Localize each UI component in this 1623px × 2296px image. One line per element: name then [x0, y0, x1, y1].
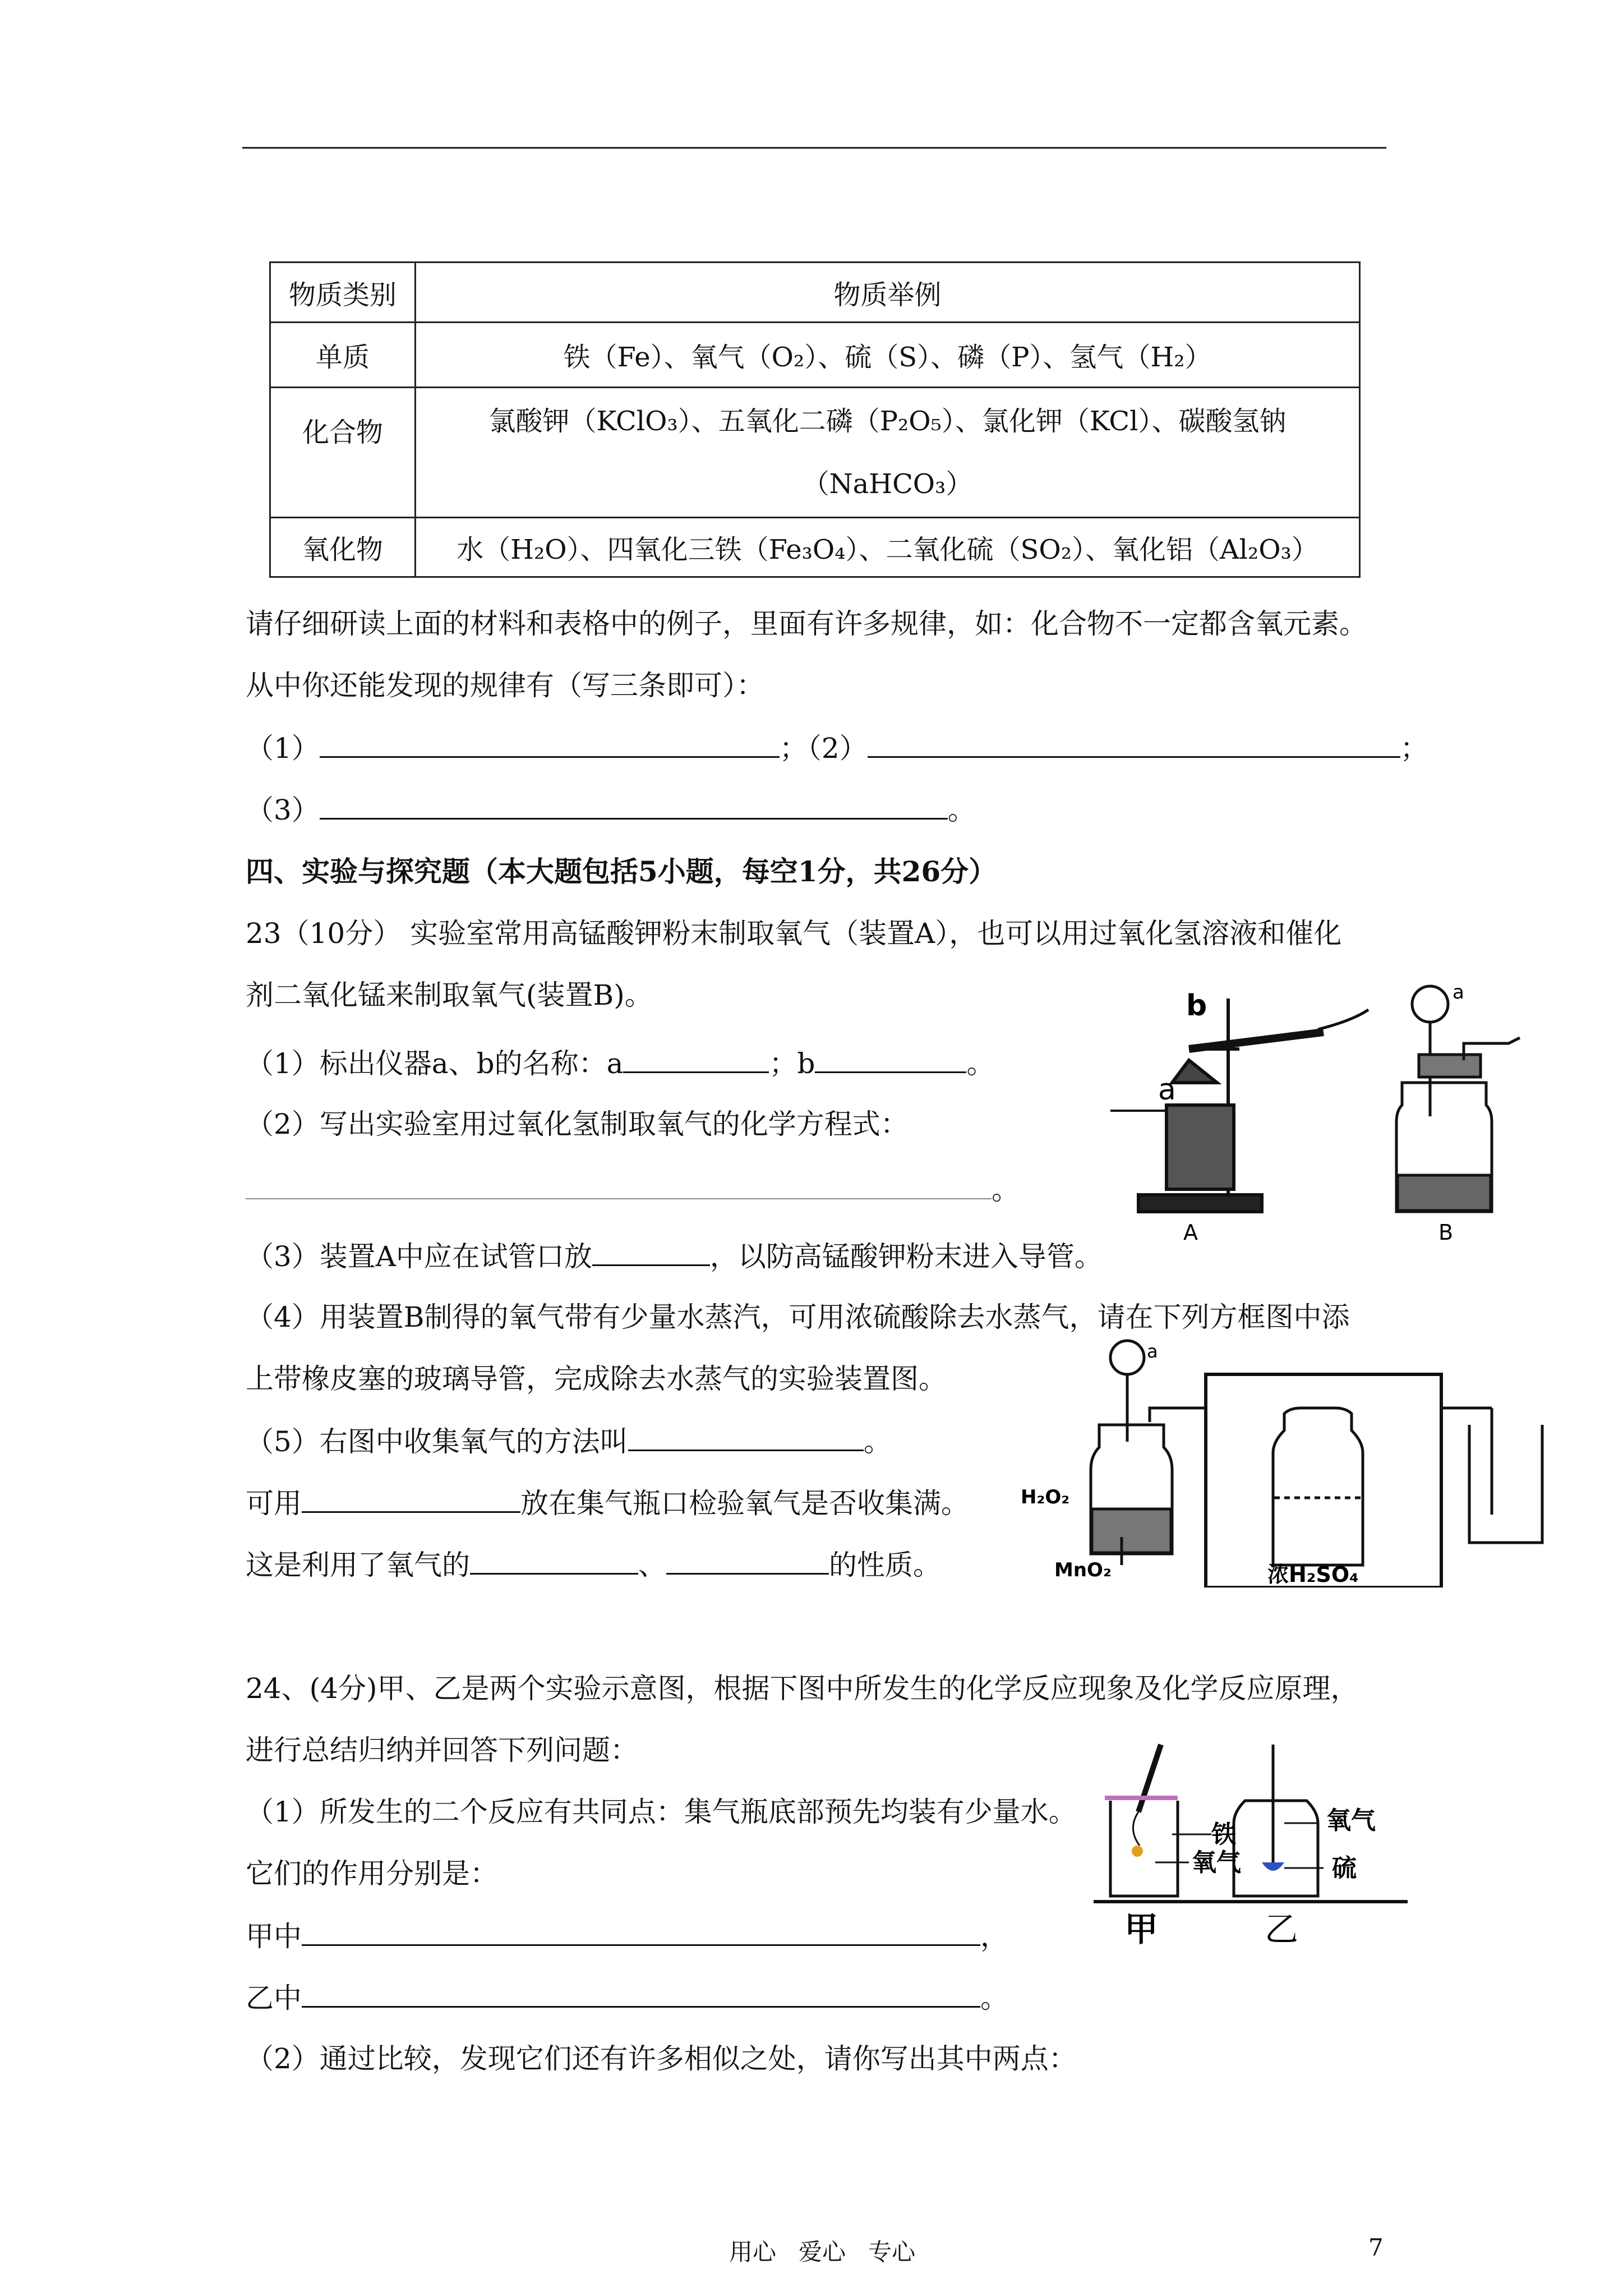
q23-p5: （5）右图中收集氧气的方法叫 。 [246, 1424, 892, 1458]
label-mno2: MnO₂ [1054, 1559, 1112, 1581]
answer-blank-yi[interactable] [302, 1980, 980, 2008]
table-cell-category: 氧化物 [270, 518, 416, 577]
iron-spark-icon [1132, 1846, 1143, 1857]
drying-setup-figure [1021, 1329, 1548, 1588]
table-cell-examples: 铁（Fe）、氧气（O₂）、硫（S）、磷（P）、氢气（H₂） [416, 323, 1360, 388]
fig2-label-a: a [1147, 1341, 1158, 1362]
q23-p4a: （4）用装置B制得的氧气带有少量水蒸汽，可用浓硫酸除去水蒸气，请在下列方框图中添 [246, 1301, 1350, 1333]
table-row [270, 323, 1360, 388]
label-yi: 乙 [1265, 1910, 1298, 1949]
footer-motto: 用心 爱心 专心 [729, 2238, 916, 2266]
label-liu: 硫 [1332, 1854, 1357, 1883]
label-jia: 甲 [1124, 1910, 1158, 1949]
table-header-category: 物质类别 [270, 263, 416, 323]
q22-blank-row2: （3） 。 [246, 792, 976, 827]
table-cell-category: 单质 [270, 323, 416, 388]
label-h2so4: 浓H₂SO₄ [1267, 1562, 1359, 1587]
examples-line1: 氯酸钾（KClO₃）、五氧化二磷（P₂O₅）、氯化钾（KCl）、碳酸氢钠 [488, 405, 1287, 437]
q24-line2: 进行总结归纳并回答下列问题： [246, 1734, 638, 1766]
answer-blank-5-1[interactable] [628, 1424, 864, 1451]
apparatus-b [1396, 986, 1520, 1212]
q24-jia: 甲中 ， [246, 1918, 1008, 1953]
page-number: 7 [1368, 2234, 1384, 2261]
answer-blank-1[interactable] [320, 730, 780, 758]
label-yangqi-jia: 氧气 [1192, 1848, 1241, 1877]
label-yangqi-yi: 氧气 [1326, 1806, 1376, 1835]
q23-p2: （2）写出实验室用过氧化氢制取氧气的化学方程式： [246, 1108, 909, 1140]
table-row [270, 388, 1360, 518]
q24-yi: 乙中 。 [246, 1980, 1008, 2015]
header-rule [242, 147, 1386, 149]
q22-line2: 从中你还能发现的规律有（写三条即可）： [246, 669, 764, 702]
answer-blank-3-1[interactable] [592, 1239, 710, 1266]
q24-p1: （1）所发生的二个反应有共同点：集气瓶底部预先均装有少量水。 [246, 1796, 1077, 1828]
sulfur-flame-icon [1262, 1862, 1284, 1871]
label-a-right: a [1453, 981, 1464, 1004]
q23-line1: 23（10分） 实验室常用高锰酸钾粉末制取氧气（装置A），也可以用过氧化氢溶液和催化 [246, 917, 1342, 950]
table-cell-examples: 水（H₂O）、四氧化三铁（Fe₃O₄）、二氧化硫（SO₂）、氧化铝（Al₂O₃） [416, 518, 1360, 577]
q22-line1: 请仔细研读上面的材料和表格中的例子，里面有许多规律，如：化合物不一定都含氧元素。 [246, 608, 1367, 640]
equation-blank[interactable] [246, 1172, 992, 1199]
caption-a: A [1183, 1220, 1198, 1245]
examples-line2: （NaHCO₃） [802, 468, 973, 500]
q24-line1: 24、(4分)甲、乙是两个实验示意图，根据下图中所发生的化学反应现象及化学反应原理， [246, 1672, 1359, 1705]
label-b: b [1186, 989, 1207, 1023]
table-header-examples: 物质举例 [416, 263, 1360, 323]
section-heading: 四、实验与探究题（本大题包括5小题，每空1分，共26分） [246, 855, 997, 888]
answer-blank-b[interactable] [815, 1046, 966, 1073]
answer-blank-3[interactable] [320, 792, 948, 820]
label-tie: 铁 [1211, 1820, 1236, 1849]
q24-p2: （2）通过比较，发现它们还有许多相似之处，请你写出其中两点： [246, 2042, 1077, 2075]
caption-b: B [1438, 1220, 1454, 1245]
table-cell-category: 化合物 [270, 388, 416, 518]
combustion-figure [1094, 1739, 1419, 1963]
q23-p4b: 上带橡皮塞的玻璃导管，完成除去水蒸气的实验装置图。 [246, 1363, 947, 1395]
table-row [270, 518, 1360, 577]
q24-p1b: 它们的作用分别是： [246, 1857, 498, 1890]
answer-blank-7-1[interactable] [470, 1547, 638, 1575]
q23-p6: 可用 放在集气瓶口检验氧气是否收集满。 [246, 1485, 969, 1520]
q23-p3: （3）装置A中应在试管口放 ，以防高锰酸钾粉末进入导管。 [246, 1239, 1103, 1273]
answer-blank-2[interactable] [868, 730, 1400, 758]
q23-p1: （1）标出仪器a、b的名称：a ；b 。 [246, 1046, 994, 1080]
answer-blank-a[interactable] [623, 1046, 769, 1073]
answer-blank-jia[interactable] [302, 1918, 980, 1946]
substance-table [269, 261, 1361, 578]
q23-line2: 剂二氧化锰来制取氧气(装置B)。 [246, 979, 653, 1011]
answer-blank-7-2[interactable] [666, 1547, 829, 1575]
answer-blank-6-1[interactable] [302, 1485, 520, 1513]
label-h2o2: H₂O₂ [1021, 1486, 1070, 1508]
q23-p2-answer: 。 [246, 1172, 1020, 1207]
q23-p7: 这是利用了氧气的 、 的性质。 [246, 1547, 941, 1582]
q22-blank-row1: （1） ；（2） ； [246, 730, 1428, 765]
apparatus-a [1110, 999, 1368, 1212]
apparatus-ab-figure [1105, 976, 1576, 1245]
label-a-left: a [1158, 1073, 1176, 1107]
table-cell-examples [416, 388, 1360, 518]
